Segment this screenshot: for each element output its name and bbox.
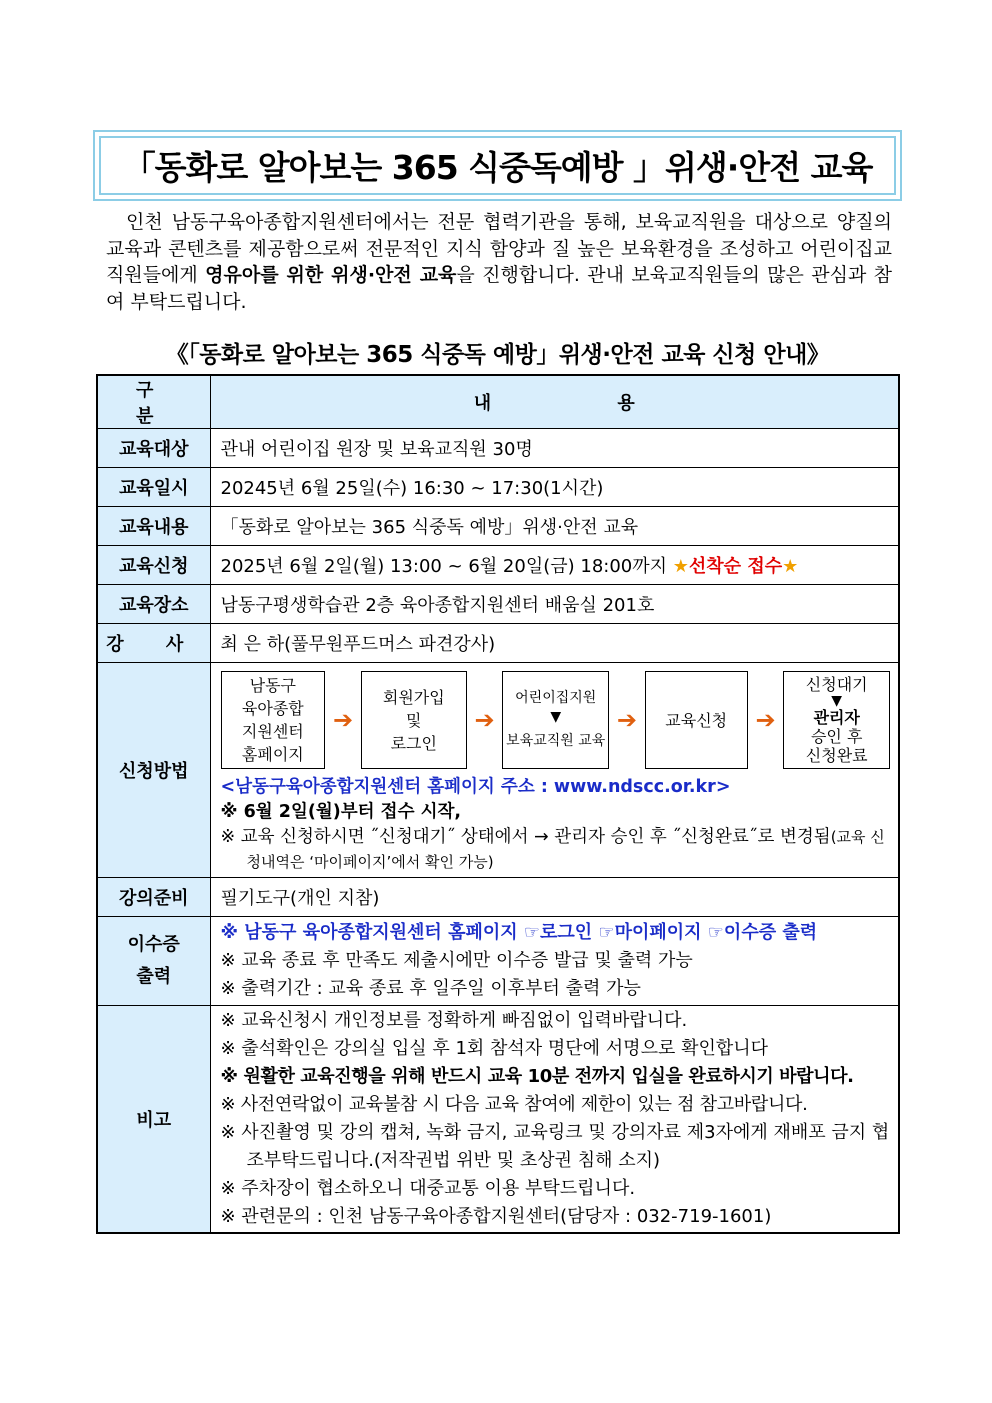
table-row [97,1006,899,1234]
remark-item: ※ 교육신청시 개인정보를 정확하게 빠짐없이 입력바랍니다. [220,1010,688,1031]
first-come-badge: 선착순 접수 [688,556,783,577]
application-flow [221,669,891,771]
method-label: 신청방법 [97,663,210,878]
table-row [97,468,899,507]
triangle-down-icon: ▼ [831,693,843,709]
table-header-row [97,375,899,429]
title-box [93,130,902,201]
cert-label: 이수증 출력 [97,917,210,1006]
flow-step-complete: 신청대기 ▼ 관리자 승인 후 신청완료 [783,671,890,769]
intro-text-end: 을 진행합니다. 관내 보육교직원들의 많은 관심과 참여 부탁드립니다. [106,264,893,313]
arrow-right-icon: ➔ [616,706,637,734]
prep-value: 필기도구(개인 지참) [210,878,899,917]
cert-value [210,917,899,1006]
info-table [96,374,900,1234]
target-value: 관내 어린이집 원장 및 보육교직원 30명 [210,429,899,468]
arrow-right-icon: ➔ [333,706,354,734]
table-row [97,507,899,546]
table-row [97,624,899,663]
remark-item: ※ 관련문의 : 인천 남동구육아종합지원센터(담당자 : 032-719-1601) [220,1206,772,1227]
arrow-right-icon: ➔ [755,706,776,734]
table-row [97,429,899,468]
triangle-down-icon: ▼ [550,709,562,725]
table-row [97,663,899,878]
remarks-value [210,1006,899,1234]
place-value: 남동구평생학습관 2층 육아종합지원센터 배움실 201호 [210,585,899,624]
homepage-link[interactable]: <남동구육아종합지원센터 홈페이지 주소 : www.ndscc.or.kr> [220,777,731,797]
remark-item: ※ 출석확인은 강의실 입실 후 1회 참석자 명단에 서명으로 확인합니다 [220,1038,769,1059]
remarks-label: 비고 [97,1006,210,1234]
place-label: 교육장소 [97,585,210,624]
apply-label: 교육신청 [97,546,210,585]
header-label: 구 분 [97,375,210,429]
star-icon: ★ [782,556,799,577]
method-value [210,663,899,878]
flow-step-menu: 어린이집지원 ▼ 보육교직원 교육 [502,671,609,769]
intro-bold: 영유아를 위한 위생·안전 교육 [205,264,457,286]
apply-period: 2025년 6월 2일(월) 13:00 ~ 6월 20일(금) 18:00까지 [220,556,673,577]
intro-text: 인천 남동구육아종합지원센터에서는 전문 협력기관을 통해, 보육교직원을 대상으로 양질의 교육과 콘텐츠를 제공함으로써 전문적인 지식 함양과 질 높은 보육환경을 조성하고 어린이집교직원들에게 [106,211,892,286]
intro-paragraph [106,209,892,315]
flow-step-homepage: 남동구 육아종합 지원센터 홈페이지 [221,671,326,769]
content-label: 교육내용 [97,507,210,546]
remark-item: ※ 원활한 교육진행을 위해 반드시 교육 10분 전까지 입실을 완료하시기 바랍니다. [220,1066,854,1087]
remark-item: ※ 주차장이 협소하오니 대중교통 이용 부탁드립니다. [220,1178,636,1199]
apply-value [210,546,899,585]
table-row [97,585,899,624]
flow-step-login: 회원가입 및 로그인 [361,671,467,769]
method-note: ※ 교육 신청하시면 ˝신청대기˝ 상태에서 → 관리자 승인 후 ˝신청완료˝로 변경됨(교육 신청내역은 ‘마이페이지’에서 확인 가능) [220,827,885,871]
star-icon: ★ [672,556,689,577]
prep-label: 강의준비 [97,878,210,917]
section-subtitle: 《「동화로 알아보는 365 식중독 예방」위생·안전 교육 신청 안내》 [165,342,830,368]
method-note: ※ 6월 2일(월)부터 접수 시작, [220,802,462,822]
table-row [97,917,899,1006]
lecturer-label: 강 사 [97,624,210,663]
method-notes [221,775,891,877]
remark-item: ※ 사진촬영 및 강의 캡쳐, 녹화 금지, 교육링크 및 강의자료 제3자에게 재배포 금지 협조부탁드립니다.(저작권법 위반 및 초상권 침해 소지) [220,1122,890,1171]
table-row [97,546,899,585]
remark-item: ※ 사전연락없이 교육불참 시 다음 교육 참여에 제한이 있는 점 참고바랍니다. [220,1094,808,1115]
header-content: 내 용 [210,375,899,429]
table-row [97,878,899,917]
cert-line: ※ 교육 종료 후 만족도 제출시에만 이수증 발급 및 출력 가능 [220,950,693,971]
lecturer-value: 최 은 하(풀무원푸드머스 파견강사) [210,624,899,663]
flow-step-apply: 교육신청 [645,671,748,769]
document-title: 「동화로 알아보는 365 식중독예방 」위생·안전 교육 [99,136,896,195]
cert-line: ※ 남동구 육아종합지원센터 홈페이지 ☞로그인 ☞마이페이지 ☞이수증 출력 [220,922,818,943]
arrow-right-icon: ➔ [474,706,495,734]
content-value: 「동화로 알아보는 365 식중독 예방」위생·안전 교육 [210,507,899,546]
datetime-value: 20245년 6월 25일(수) 16:30 ~ 17:30(1시간) [210,468,899,507]
target-label: 교육대상 [97,429,210,468]
cert-line: ※ 출력기간 : 교육 종료 후 일주일 이후부터 출력 가능 [220,978,641,999]
datetime-label: 교육일시 [97,468,210,507]
